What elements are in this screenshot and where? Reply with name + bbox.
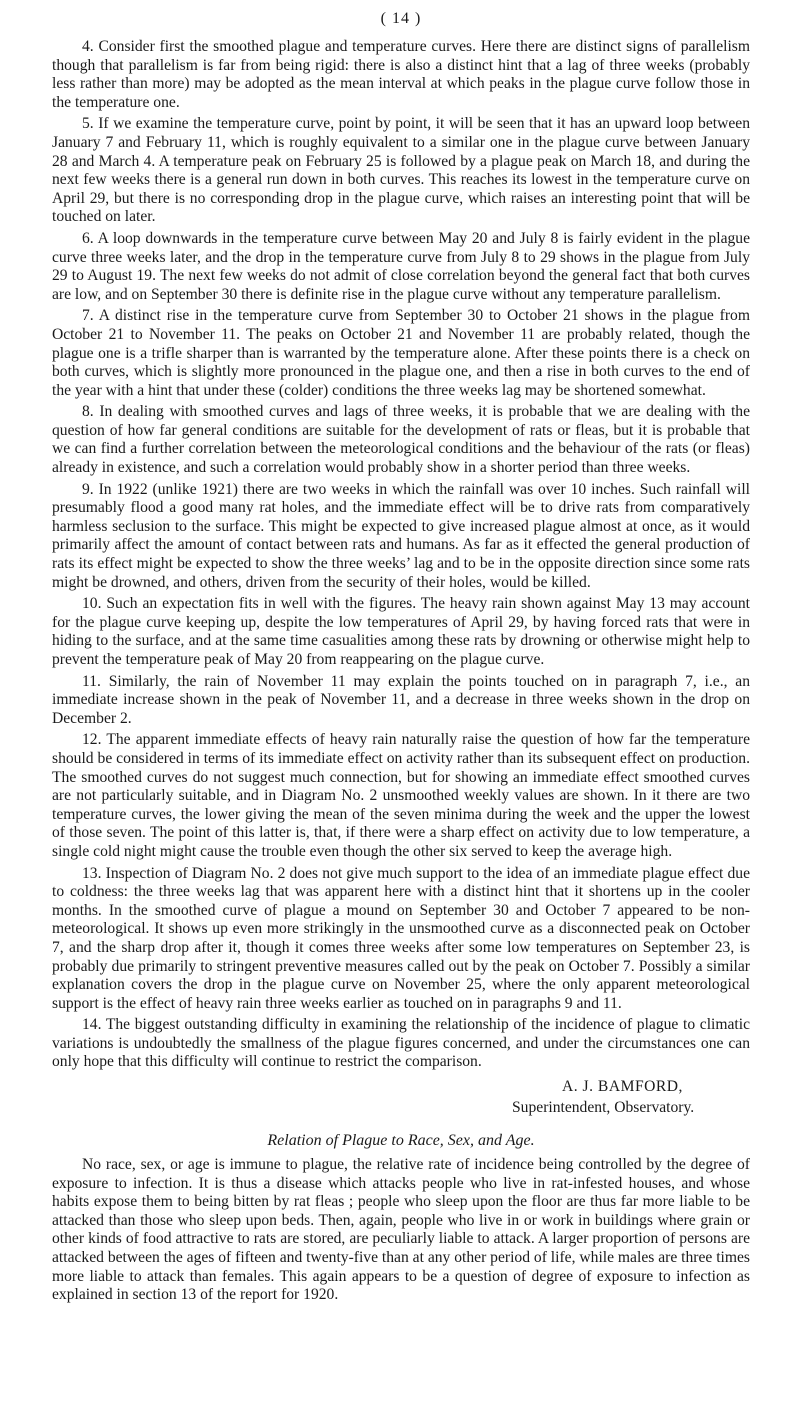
signature-title: Superintendent, Observatory. xyxy=(512,1099,695,1117)
signature-name: A. J. BAMFORD, xyxy=(562,1078,683,1096)
paragraph-14: 14. The biggest outstanding difficulty in examining the relationship of the incidence of plague to climatic variations is undoubtedly the smallness of the plague figures concerned, and under the circumstances one can only hope that this difficulty will continue to restrict the comparison. xyxy=(52,1016,750,1071)
paragraph-8: 8. In dealing with smoothed curves and lags of three weeks, it is probable that we are dealing with the question of how far general conditions are suitable for the development of rats or fleas, but it is probable that we can find a further correlation between the meteorological conditions and the behaviour of the rats (or fleas) already in existence, and such a correlation would probably show in a shorter period than three weeks. xyxy=(52,403,750,477)
paragraph-7: 7. A distinct rise in the temperature curve from September 30 to October 21 shows in the plague from October 21 to November 11. The peaks on October 21 and November 11 are probably related, though the plague one is a trifle sharper than is warranted by the temperature alone. After these points there is a check on both curves, which is slightly more pronounced in the plague one, and then a rise in both curves to the end of the year with a hint that under these (colder) conditions the three weeks lag may be shortened somewhat. xyxy=(52,307,750,399)
paragraph-12: 12. The apparent immediate effects of heavy rain naturally raise the question of how far the temperature should be considered in terms of its immediate effect on activity rather than its subsequent effect on production. The smoothed curves do not suggest much connection, but for showing an immediate effect smoothed curves are not particularly suitable, and in Diagram No. 2 unsmoothed weekly values are shown. In it there are two temperature curves, the lower giving the mean of the seven minima during the week and the upper the lowest of those seven. The point of this latter is, that, if there were a sharp effect on activity due to low temperature, a single cold night might cause the trouble even though the other six served to keep the average high. xyxy=(52,731,750,860)
page-number: ( 14 ) xyxy=(380,10,422,27)
signature-block xyxy=(512,1076,750,1118)
paragraph-9: 9. In 1922 (unlike 1921) there are two weeks in which the rainfall was over 10 inches. Such rainfall will presumably flood a good many rat holes, and the immediate effect will be to drive rats from comparatively harmless seclusion to the surface. This might be expected to give increased plague almost at once, as it would primarily affect the amount of contact between rats and humans. As far as it effected the general production of rats its effect might be expected to show the three weeks’ lag and to be in the opposite direction since some rats might be drowned, and others, driven from the security of their holes, would be killed. xyxy=(52,480,750,591)
paragraph-6: 6. A loop downwards in the temperature curve between May 20 and July 8 is fairly evident in the plague curve three weeks later, and the drop in the temperature curve from July 8 to 29 shows in the plague from July 29 to August 19. The next few weeks do not admit of close correlation beyond the general fact that both curves are low, and on September 30 there is definite rise in the plague curve without any temperature parallelism. xyxy=(52,229,750,303)
final-paragraph: No race, sex, or age is immune to plague, the relative rate of incidence being controlled by the degree of exposure to infection. It is thus a disease which attacks people who live in rat-infested houses, and whose habits expose them to being bitten by rat fleas ; people who sleep upon the floor are thus far more liable to be attacked than those who sleep upon beds. Then, again, people who live in or work in buildings where grain or other kinds of food attractive to rats are stored, are peculiarly liable to attack. A larger proportion of persons are attacked between the ages of fifteen and twenty-five than at any other period of life, while males are three times more liable to attack than females. This again appears to be a question of degree of exposure to infection as explained in section 13 of the report for 1920. xyxy=(52,1156,750,1304)
paragraph-5: 5. If we examine the temperature curve, point by point, it will be seen that it has an upward loop between January 7 and February 11, which is roughly equivalent to a similar one in the plague curve between January 28 and March 4. A temperature peak on February 25 is followed by a plague peak on March 18, and during the next few weeks there is a general run down in both curves. This reaches its lowest in the temperature curve on April 29, but there is no corresponding drop in the plague curve, which raises an interesting point that will be touched on later. xyxy=(52,115,750,226)
paragraph-10: 10. Such an expectation fits in well with the figures. The heavy rain shown against May 13 may account for the plague curve keeping up, despite the low temperatures of April 29, by having forced rats that were in hiding to the surface, and at the same time casualities among these rats by drowning or otherwise might help to prevent the temperature peak of May 20 from reappearing on the plague curve. xyxy=(52,595,750,668)
paragraph-4: 4. Consider first the smoothed plague and temperature curves. Here there are distinct signs of parallelism though that parallelism is far from being rigid: there is also a distinct hint that a lag of three weeks (probably less rather than more) may be adopted as the mean interval at which peaks in the plague curve follow those in the temperature one. xyxy=(52,38,750,111)
paragraph-13: 13. Inspection of Diagram No. 2 does not give much support to the idea of an immediate plague effect due to coldness: the three weeks lag that was apparent here with a distinct hint that it shortens up in the cooler months. In the smoothed curve of plague a mound on September 30 and October 7 appeared to be non-meteorological. It shows up even more strikingly in the unsmoothed curve as a disconnected peak on October 7, and the sharp drop after it, though it comes three weeks after some low temperatures on September 23, is probably due primarily to stringent preventive measures called out by the peak on October 7. Possibly a similar explanation covers the drop in the plague curve on November 25, where the only apparent meteorological support is the effect of heavy rain three weeks earlier as touched on in paragraphs 9 and 11. xyxy=(52,864,750,1012)
paragraph-11: 11. Similarly, the rain of November 11 may explain the points touched on in paragraph 7, i.e., an immediate increase shown in the peak of November 11, and a decrease in three weeks shown in the drop on December 2. xyxy=(52,672,750,727)
section-heading: Relation of Plague to Race, Sex, and Age. xyxy=(267,1132,535,1150)
